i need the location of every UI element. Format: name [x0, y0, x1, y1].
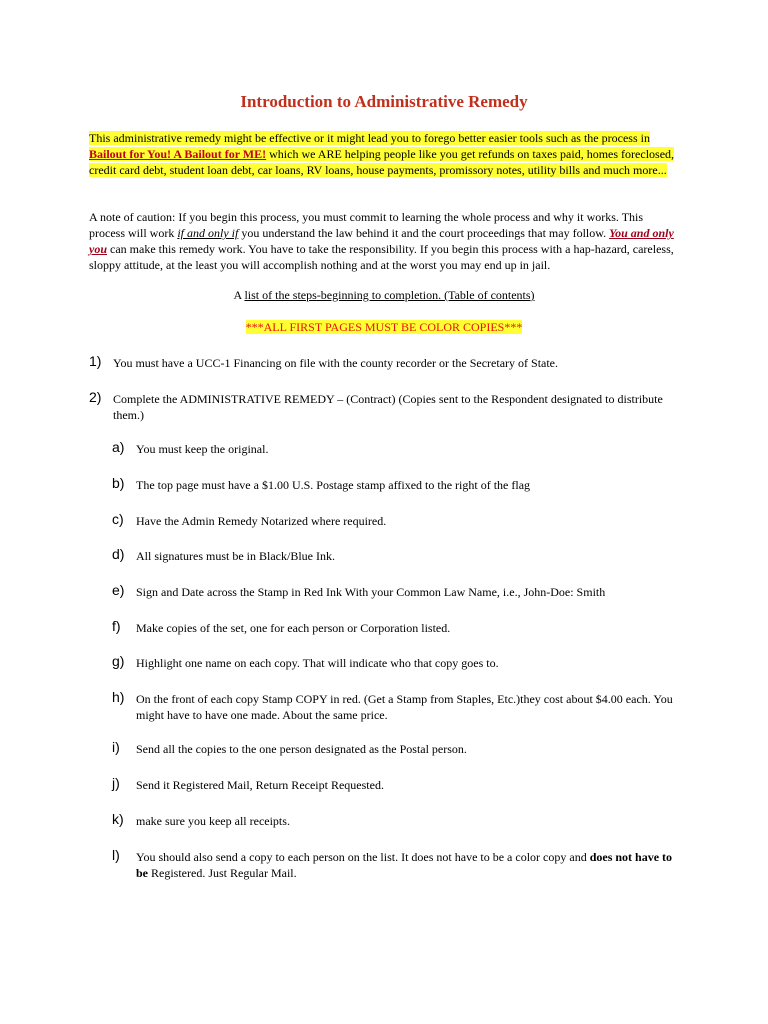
intro-text-2: which we ARE helping people like you get refunds on taxes paid, homes foreclosed, credit card debt, student loan debt, car loans, RV loans, house payments, promissory notes, utility bills and much more...	[89, 147, 675, 177]
toc-underlined: list of the steps-beginning to completion. (Table of contents)	[244, 288, 535, 302]
substep-marker: k)	[112, 811, 124, 827]
substep-item	[112, 477, 682, 493]
substep-marker: i)	[112, 739, 120, 755]
table-of-contents-heading	[0, 288, 768, 303]
substep-text: On the front of each copy Stamp COPY in red. (Get a Stamp from Staples, Etc.)they cost about $4.00 each. You might have to have one made. About the same price.	[136, 692, 673, 722]
substep-marker: g)	[112, 653, 125, 669]
substep-item	[112, 849, 682, 881]
step-marker: 1)	[89, 353, 102, 369]
substep-text: Highlight one name on each copy. That will indicate who that copy goes to.	[136, 656, 499, 670]
substep-marker: l)	[112, 847, 120, 863]
substep-text: All signatures must be in Black/Blue Ink.	[136, 549, 335, 563]
substep-marker: j)	[112, 775, 120, 791]
step-item	[89, 355, 689, 371]
substep-text: make sure you keep all receipts.	[136, 814, 290, 828]
color-copies-note-text: ***ALL FIRST PAGES MUST BE COLOR COPIES***	[245, 320, 523, 334]
substep-marker: a)	[112, 439, 125, 455]
substep-item	[112, 741, 682, 757]
substep-text-bold: does not have to be	[136, 850, 673, 880]
intro-text-1: This administrative remedy might be effective or it might lead you to forego better easier tools such as the process in	[89, 131, 650, 145]
color-copies-note	[0, 320, 768, 335]
caution-text-3: can make this remedy work. You have to take the responsibility. If you begin this process with a hap-hazard, careless, sloppy attitude, at the least you will accomplish nothing and at the worst you may end up in jail.	[89, 242, 674, 272]
caution-text-2: you understand the law behind it and the court proceedings that may follow.	[238, 226, 610, 240]
step-marker: 2)	[89, 389, 102, 405]
substep-text: The top page must have a $1.00 U.S. Postage stamp affixed to the right of the flag	[136, 478, 531, 492]
toc-lead: A	[233, 288, 245, 302]
step-text: You must have a UCC-1 Financing on file with the county recorder or the Secretary of State.	[113, 356, 559, 370]
substep-item	[112, 691, 682, 723]
substep-item	[112, 513, 682, 529]
substep-text: Sign and Date across the Stamp in Red Ink With your Common Law Name, i.e., John-Doe: Smith	[136, 585, 606, 599]
substep-item	[112, 548, 682, 564]
substep-text-part1: You should also send a copy to each person on the list. It does not have to be a color copy and	[136, 850, 590, 864]
substep-text: Send it Registered Mail, Return Receipt Requested.	[136, 778, 384, 792]
substep-text: You must keep the original.	[136, 442, 269, 456]
substep-item	[112, 655, 682, 671]
caution-text-1: A note of caution: If you begin this process, you must commit to learning the whole process and why it works. This process will work	[89, 210, 644, 240]
caution-if-only-if: if and only if	[177, 226, 239, 240]
caution-you-only-you: You and only you	[89, 226, 674, 256]
substep-marker: f)	[112, 618, 121, 634]
bailout-link[interactable]: Bailout for You! A Bailout for ME!	[89, 147, 267, 161]
substep-marker: b)	[112, 475, 125, 491]
substep-text	[136, 849, 682, 881]
substep-item	[112, 813, 682, 829]
intro-paragraph	[89, 130, 687, 178]
caution-paragraph	[89, 209, 679, 273]
substep-text: Send all the copies to the one person designated as the Postal person.	[136, 742, 467, 756]
substep-marker: h)	[112, 689, 125, 705]
substep-marker: e)	[112, 582, 125, 598]
substep-item	[112, 584, 682, 600]
step-text: Complete the ADMINISTRATIVE REMEDY – (Contract) (Copies sent to the Respondent designated to distribute them.)	[113, 392, 663, 422]
substep-item	[112, 441, 682, 457]
substep-text-part2: Registered. Just Regular Mail.	[148, 866, 297, 880]
substep-text: Make copies of the set, one for each person or Corporation listed.	[136, 621, 451, 635]
substep-item	[112, 620, 682, 636]
intro-highlight	[89, 131, 674, 177]
substep-text: Have the Admin Remedy Notarized where required.	[136, 514, 387, 528]
substep-marker: c)	[112, 511, 124, 527]
substep-marker: d)	[112, 546, 125, 562]
page-title: Introduction to Administrative Remedy	[240, 92, 528, 111]
step-item	[89, 391, 689, 423]
substep-item	[112, 777, 682, 793]
